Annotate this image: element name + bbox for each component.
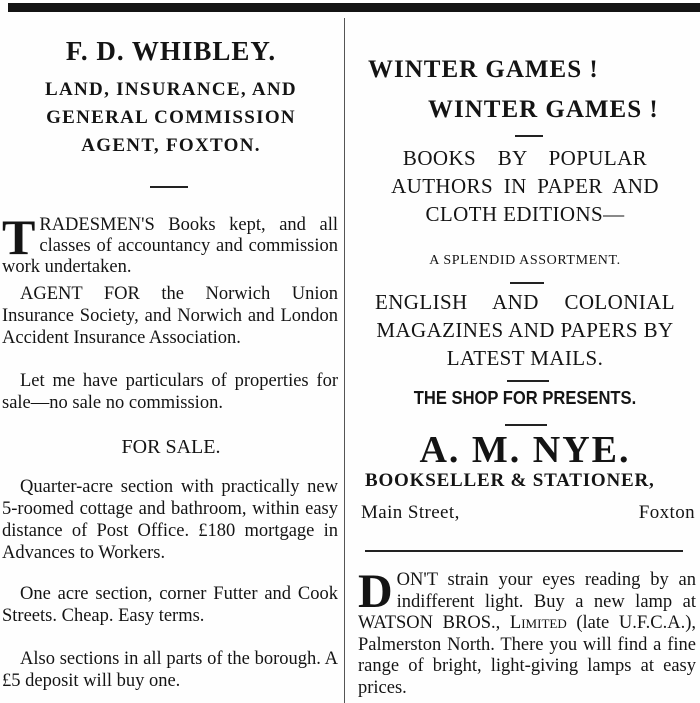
left-column — [0, 18, 342, 703]
tradesmen-dropcap: T — [2, 209, 36, 265]
nye-street: Main Street, — [361, 502, 460, 523]
for-sale-heading: FOR SALE. — [121, 436, 221, 458]
listing-acre-section: One acre section, corner Futter and Cook Streets. Cheap. Easy terms. — [2, 584, 338, 626]
tradesmen-paragraph — [2, 209, 338, 278]
whibley-title-line: GENERAL COMMISSION — [46, 107, 296, 128]
whibley-name: F. D. WHIBLEY. — [65, 36, 277, 66]
magazines-line: LATEST MAILS. — [446, 346, 604, 370]
separator-rule — [510, 282, 544, 284]
magazines-line: MAGAZINES AND PAPERS BY — [376, 318, 674, 342]
nye-town: Foxton — [638, 502, 695, 523]
top-border-rule — [8, 3, 700, 12]
column-divider — [344, 18, 345, 703]
books-line: CLOTH EDITIONS— — [425, 202, 625, 226]
books-line: BOOKS BY POPULAR — [402, 146, 648, 170]
separator-rule — [505, 424, 547, 426]
magazines-text — [355, 288, 695, 372]
watson-paragraph — [358, 565, 697, 699]
separator-rule — [150, 186, 188, 188]
books-text — [355, 144, 695, 228]
separator-rule — [515, 135, 543, 137]
watson-limited: Limited — [509, 613, 567, 633]
separator-rule — [507, 380, 549, 382]
magazines-line: ENGLISH AND COLONIAL — [375, 290, 675, 314]
watson-dropcap: D — [358, 565, 393, 618]
right-column — [355, 18, 700, 703]
assortment-text: A SPLENDID ASSORTMENT. — [429, 253, 621, 268]
whibley-title-line: LAND, INSURANCE, AND — [45, 79, 297, 100]
winter-games-line-1: WINTER GAMES ! — [368, 56, 599, 83]
nye-trade: BOOKSELLER & STATIONER, — [365, 470, 655, 491]
agent-paragraph: AGENT FOR the Norwich Union Insurance Society, and Norwich and London Accident Insurance Association. — [2, 284, 338, 348]
nye-name: A. M. NYE. — [419, 429, 631, 471]
whibley-title-line: AGENT, FOXTON. — [81, 135, 261, 156]
particulars-paragraph: Let me have particulars of properties for sale—no sale no commission. — [2, 371, 338, 413]
watson-text-2: (late U.F.C.A.), Palmerston North. There you will find a fine range of bright, light-giving lamps at easy prices. — [358, 613, 697, 698]
tradesmen-text: RADESMEN'S Books kept, and all classes of accountancy and commission work undertaken. — [2, 215, 338, 277]
shop-for-presents: THE SHOP FOR PRESENTS. — [413, 388, 637, 408]
separator-rule — [365, 550, 683, 552]
listing-borough-sections: Also sections in all parts of the borough. A £5 deposit will buy one. — [2, 649, 338, 691]
listing-cottage: Quarter-acre section with practically new 5-roomed cottage and bathroom, within easy distance of Post Office. £180 mortgage in Advances to Workers. — [2, 477, 338, 563]
winter-games-line-2: WINTER GAMES ! — [428, 96, 659, 123]
watson-text-1: ON'T strain your eyes reading by an indifferent light. Buy a new lamp at WATSON BROS., — [358, 570, 696, 633]
whibley-title — [0, 76, 342, 160]
books-line: AUTHORS IN PAPER AND — [391, 174, 659, 198]
